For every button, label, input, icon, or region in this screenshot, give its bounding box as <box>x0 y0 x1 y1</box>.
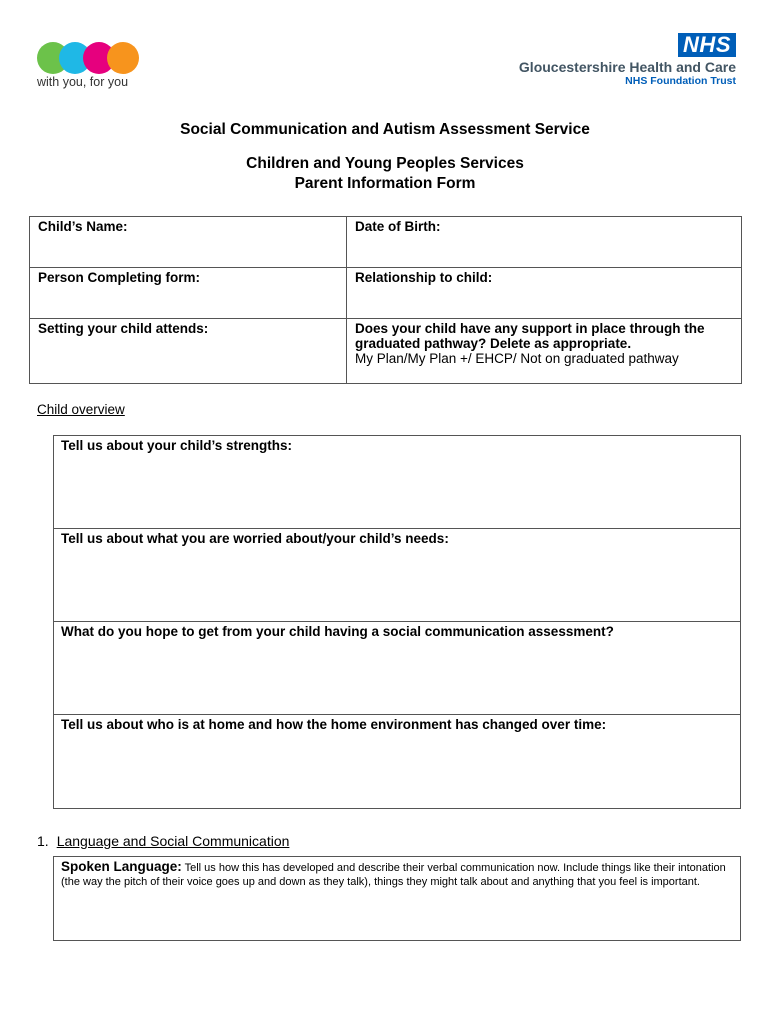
child-overview-box <box>53 435 741 809</box>
trust-subtitle: NHS Foundation Trust <box>625 75 736 87</box>
form-title: Parent Information Form <box>294 175 476 192</box>
section-title: Language and Social Communication <box>56 833 290 849</box>
setting-field[interactable]: Setting your child attends: <box>30 319 347 384</box>
childs-name-field[interactable]: Child’s Name: <box>30 217 347 268</box>
with-you-for-you-logo <box>37 42 137 90</box>
child-overview-heading: Child overview <box>37 402 125 417</box>
hopes-field[interactable]: What do you hope to get from your child having a social communication assessment? <box>54 622 740 715</box>
spoken-language-instructions: Tell us how this has developed and describe their verbal communication now. Include things like their intonation (the way the pitch of their voice goes up and down as they talk), things they might talk about and anything that you feel is important. <box>61 862 726 888</box>
nhs-trust-logo <box>519 33 736 87</box>
date-of-birth-field[interactable]: Date of Birth: <box>347 217 742 268</box>
logo-circles-icon <box>37 42 137 74</box>
section-1-heading <box>37 833 289 849</box>
spoken-language-field[interactable] <box>53 856 741 941</box>
support-options: My Plan/My Plan +/ EHCP/ Not on graduated pathway <box>355 351 679 366</box>
child-info-table <box>29 216 742 384</box>
worries-field[interactable]: Tell us about what you are worried about/your child’s needs: <box>54 529 740 622</box>
relationship-field[interactable]: Relationship to child: <box>347 268 742 319</box>
orange-circle-icon <box>107 42 139 74</box>
department-title: Children and Young Peoples Services <box>246 155 524 172</box>
support-field[interactable] <box>347 319 742 384</box>
support-question: Does your child have any support in place through the graduated pathway? Delete as appropriate. <box>355 321 705 351</box>
person-completing-field[interactable]: Person Completing form: <box>30 268 347 319</box>
service-title: Social Communication and Autism Assessment Service <box>180 121 590 138</box>
spoken-language-label: Spoken Language: <box>61 859 182 874</box>
section-number: 1. <box>37 833 49 849</box>
logo-tagline: with you, for you <box>37 75 129 89</box>
nhs-badge: NHS <box>678 33 736 57</box>
home-environment-field[interactable]: Tell us about who is at home and how the home environment has changed over time: <box>61 717 607 732</box>
strengths-field[interactable]: Tell us about your child’s strengths: <box>54 436 740 529</box>
trust-name: Gloucestershire Health and Care <box>518 59 736 75</box>
